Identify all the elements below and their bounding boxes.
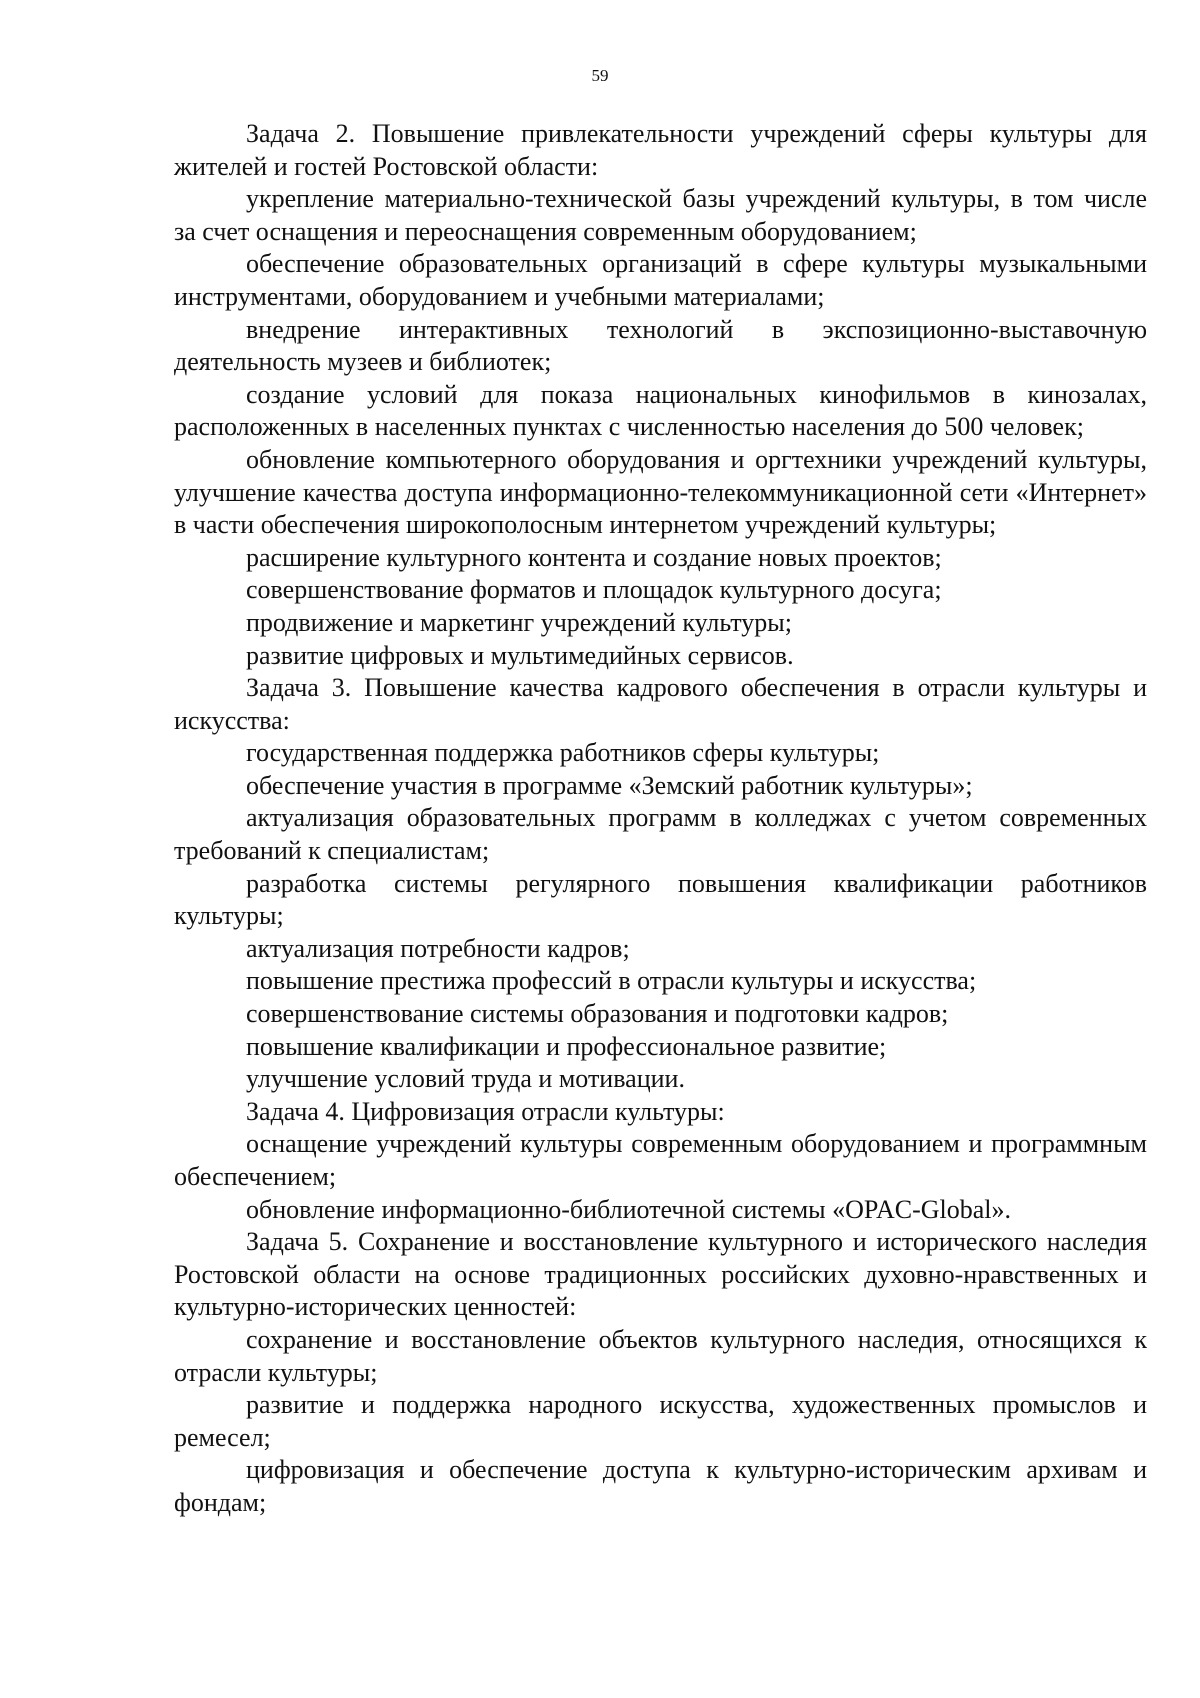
paragraph-item: сохранение и восстановление объектов культурного наследия, относящихся к отрасли культуры;: [174, 1324, 1147, 1387]
body-text: [174, 118, 1147, 1520]
paragraph-item: развитие и поддержка народного искусства, художественных промыслов и ремесел;: [174, 1390, 1147, 1452]
paragraph-task-3-heading: Задача 3. Повышение качества кадрового обеспечения в отрасли культуры и искусства:: [174, 673, 1147, 735]
paragraph-item: продвижение и маркетинг учреждений культуры;: [246, 607, 792, 637]
paragraph-item: улучшение условий труда и мотивации.: [246, 1064, 685, 1094]
paragraph-item: повышение престижа профессий в отрасли культуры и искусства;: [246, 966, 977, 996]
paragraph-task-4-heading: Задача 4. Цифровизация отрасли культуры:: [246, 1096, 725, 1126]
paragraph-item: разработка системы регулярного повышения квалификации работников культуры;: [174, 868, 1147, 931]
paragraph-item: обеспечение образовательных организаций в сфере культуры музыкальными инструментами, оборудованием и учебными материалами;: [174, 249, 1147, 311]
paragraph-item: обновление компьютерного оборудования и оргтехники учреждений культуры, улучшение качества доступа информационно-телекоммуникационной сети «Интернет» в части обеспечения широкополосным интернетом учреждений культуры;: [174, 444, 1147, 540]
paragraph-item: актуализация образовательных программ в колледжах с учетом современных требований к специалистам;: [174, 803, 1147, 866]
paragraph-item: обновление информационно-библиотечной системы «OPAC-Global».: [246, 1194, 1012, 1224]
page-number: 59: [591, 66, 609, 85]
paragraph-task-2-heading: Задача 2. Повышение привлекательности учреждений сферы культуры для жителей и гостей Ростовской области:: [174, 119, 1147, 181]
paragraph-item: внедрение интерактивных технологий в экспозиционно-выставочную деятельность музеев и библиотек;: [174, 314, 1147, 377]
paragraph-item: совершенствование системы образования и подготовки кадров;: [246, 999, 949, 1029]
paragraph-item: совершенствование форматов и площадок культурного досуга;: [246, 575, 942, 605]
paragraph-item: актуализация потребности кадров;: [246, 933, 630, 963]
paragraph-item: укрепление материально-технической базы учреждений культуры, в том числе за счет оснащения и переоснащения современным оборудованием;: [174, 184, 1147, 246]
paragraph-item: государственная поддержка работников сферы культуры;: [246, 738, 880, 768]
paragraph-item: создание условий для показа национальных кинофильмов в кинозалах, расположенных в населенных пунктах с численностью населения до 500 человек;: [174, 379, 1147, 442]
paragraph-item: цифровизация и обеспечение доступа к культурно-историческим архивам и фондам;: [174, 1455, 1147, 1517]
paragraph-item: расширение культурного контента и создание новых проектов;: [246, 542, 942, 572]
paragraph-item: повышение квалификации и профессиональное развитие;: [246, 1031, 887, 1061]
paragraph-item: оснащение учреждений культуры современным оборудованием и программным обеспечением;: [174, 1129, 1147, 1191]
paragraph-item: обеспечение участия в программе «Земский работник культуры»;: [246, 770, 973, 800]
paragraph-item: развитие цифровых и мультимедийных сервисов.: [246, 640, 794, 670]
paragraph-task-5-heading: Задача 5. Сохранение и восстановление культурного и исторического наследия Ростовской области на основе традиционных российских духовно-нравственных и культурно-исторических ценностей:: [174, 1227, 1147, 1322]
